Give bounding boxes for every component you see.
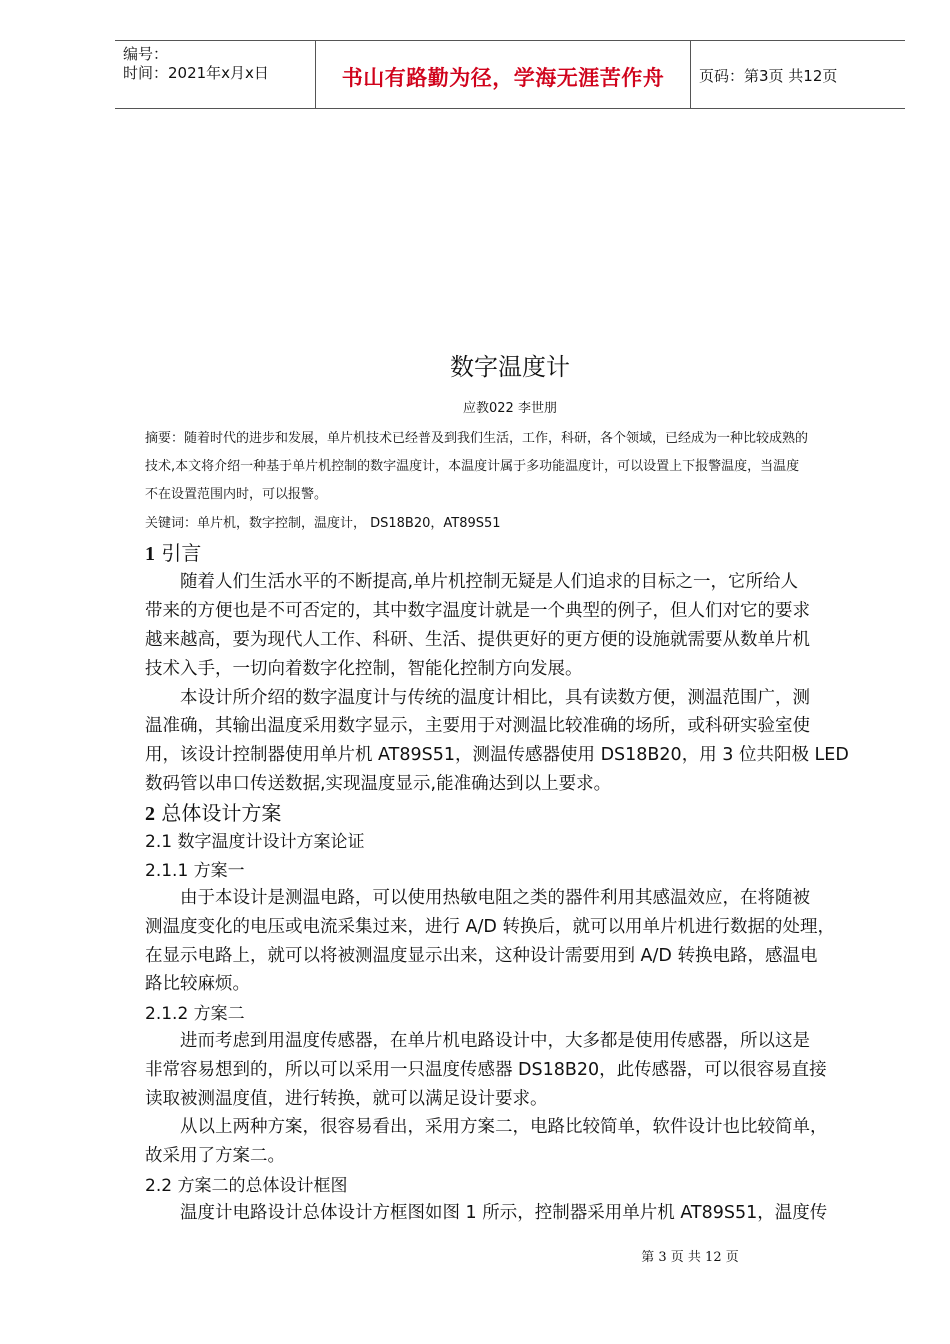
section-heading-1: 1 引言 (145, 541, 202, 565)
paragraph-line: 由于本设计是测温电路，可以使用热敏电阻之类的器件利用其感温效应，在将随被 (180, 888, 810, 908)
paragraph-line: 进而考虑到用温度传感器，在单片机电路设计中，大多都是使用传感器，所以这是 (180, 1031, 810, 1051)
section-heading-2: 2 总体设计方案 (145, 801, 282, 825)
subsection-heading: 2.2 方案二的总体设计框图 (145, 1176, 348, 1196)
author-line: 应教022 李世朋 (463, 401, 557, 416)
paragraph-line: 故采用了方案二。 (145, 1146, 285, 1166)
paragraph-line: 随着人们生活水平的不断提高,单片机控制无疑是人们追求的目标之一，它所给人 (180, 572, 799, 592)
paragraph-line: 温度计电路设计总体设计方框图如图 1 所示，控制器采用单片机 AT89S51，温度传 (180, 1203, 828, 1223)
paragraph-line: 用，该设计控制器使用单片机 AT89S51，测温传感器使用 DS18B20，用 3 位共阳极 LED (145, 745, 849, 765)
page-header (115, 40, 905, 109)
header-meta-cell (115, 41, 315, 108)
abstract-line: 不在设置范围内时，可以报警。 (145, 487, 328, 502)
paragraph-line: 路比较麻烦。 (145, 974, 250, 994)
page-footer: 第 3 页 共 12 页 (641, 1250, 739, 1265)
paragraph-line: 在显示电路上，就可以将被测温度显示出来，这种设计需要用到 A/D 转换电路，感温电 (145, 946, 818, 966)
abstract-line: 技术,本文将介绍一种基于单片机控制的数字温度计，本温度计属于多功能温度计，可以设置上下报警温度，当温度 (145, 459, 800, 474)
paragraph-line: 温准确，其输出温度采用数字显示，主要用于对测温比较准确的场所，或科研实验室使 (145, 716, 810, 736)
number-label: 编号： (123, 45, 169, 63)
time-label: 时间：2021年x月x日 (123, 64, 269, 82)
page-label: 页码：第3页 共12页 (699, 67, 838, 85)
keywords-line: 关键词：单片机，数字控制，温度计， DS18B20，AT89S51 (145, 516, 501, 531)
subsection-heading: 2.1.2 方案二 (145, 1004, 245, 1024)
paragraph-line: 本设计所介绍的数字温度计与传统的温度计相比，具有读数方便，测温范围广，测 (180, 688, 810, 708)
header-page-cell (690, 41, 905, 108)
motto: 书山有路勤为径，学海无涯苦作舟 (341, 66, 665, 90)
paragraph-line: 技术入手，一切向着数字化控制，智能化控制方向发展。 (145, 659, 583, 679)
paragraph-line: 非常容易想到的，所以可以采用一只温度传感器 DS18B20，此传感器，可以很容易直接 (145, 1060, 827, 1080)
subsection-heading: 2.1.1 方案一 (145, 861, 245, 881)
paragraph-line: 带来的方便也是不可否定的，其中数字温度计就是一个典型的例子，但人们对它的要求 (145, 601, 810, 621)
document-title: 数字温度计 (450, 353, 570, 381)
paragraph-line: 读取被测温度值，进行转换，就可以满足设计要求。 (145, 1089, 548, 1109)
paragraph-line: 越来越高，要为现代人工作、科研、生活、提供更好的更方便的设施就需要从数单片机 (145, 630, 810, 650)
subsection-heading: 2.1 数字温度计设计方案论证 (145, 832, 365, 852)
abstract-line: 摘要：随着时代的进步和发展，单片机技术已经普及到我们生活，工作，科研，各个领域，已经成为一种比较成熟的 (145, 431, 809, 446)
paragraph-line: 从以上两种方案，很容易看出，采用方案二，电路比较简单，软件设计也比较简单， (180, 1117, 828, 1137)
paragraph-line: 数码管以串口传送数据,实现温度显示,能准确达到以上要求。 (145, 774, 612, 794)
paragraph-line: 测温度变化的电压或电流采集过来，进行 A/D 转换后，就可以用单片机进行数据的处理， (145, 917, 835, 937)
header-motto-cell (315, 41, 691, 108)
